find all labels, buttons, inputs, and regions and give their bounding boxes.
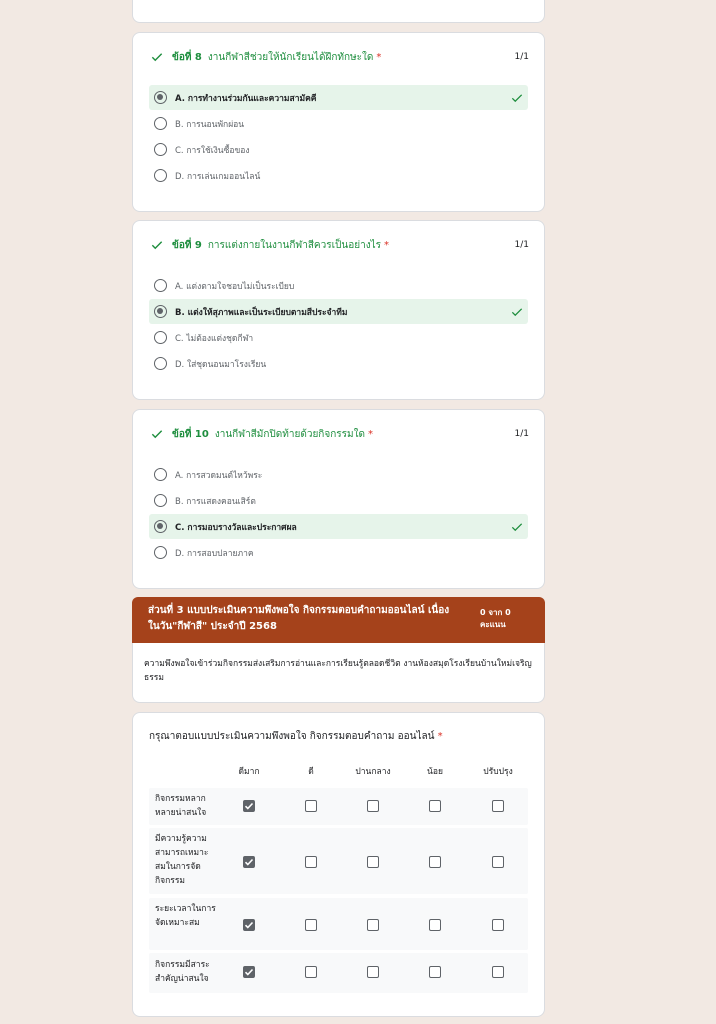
required-mark: * xyxy=(383,239,389,251)
option-c[interactable] xyxy=(149,325,528,350)
column-header: ดี xyxy=(308,767,314,777)
grid-row xyxy=(149,953,528,993)
row-label: ระยะเวลาในการจัดเหมาะสม xyxy=(155,904,216,928)
checkbox[interactable] xyxy=(367,856,379,868)
option-label: D. การสอบปลายภาค xyxy=(175,548,254,559)
option-label: B. การแสดงคอนเสิร์ต xyxy=(175,496,256,507)
checkbox-checked[interactable] xyxy=(243,966,255,978)
question-score: 1/1 xyxy=(514,52,529,62)
row-label: มีความรู้ความสามารถเหมาะสมในการจัดกิจกรรม xyxy=(155,834,209,886)
radio-selected[interactable] xyxy=(154,520,167,533)
correct-check-icon xyxy=(150,238,164,252)
option-label: C. ไม่ต้องแต่งชุดกีฬา xyxy=(175,333,254,344)
option-a[interactable] xyxy=(149,273,528,298)
question-title: ข้อที่ 8 งานกีฬาสีช่วยให้นักเรียนได้ฝึกทักษะใด xyxy=(172,51,374,63)
option-label: B. แต่งให้สุภาพและเป็นระเบียบตามสีประจำทีม xyxy=(175,307,348,318)
grid-question-title: กรุณาตอบแบบประเมินความพึงพอใจ กิจกรรมตอบคำถาม ออนไลน์ * xyxy=(149,731,443,742)
radio-button[interactable] xyxy=(154,279,167,292)
checkbox[interactable] xyxy=(305,856,317,868)
option-label: A. การสวดมนต์ไหว้พระ xyxy=(175,470,263,481)
section-description-card xyxy=(132,643,545,703)
option-a[interactable] xyxy=(149,462,528,487)
checkbox[interactable] xyxy=(305,919,317,931)
row-label: กิจกรรมหลากหลายน่าสนใจ xyxy=(155,794,207,818)
checkbox[interactable] xyxy=(367,966,379,978)
column-header: ปานกลาง xyxy=(355,767,391,777)
radio-button[interactable] xyxy=(154,546,167,559)
checkbox[interactable] xyxy=(492,800,504,812)
option-label: C. การมอบรางวัลและประกาศผล xyxy=(175,522,297,533)
grid-row xyxy=(149,788,528,825)
section-score: 0 จาก 0 คะแนน xyxy=(480,608,511,629)
checkbox[interactable] xyxy=(305,800,317,812)
checkbox[interactable] xyxy=(492,919,504,931)
section-description: ความพึงพอใจเข้าร่วมกิจกรรมส่งเสริมการอ่านและการเรียนรู้ตลอดชีวิต งานห้องสมุดโรงเรียนบ้านใหม่เจริญธรรม xyxy=(144,659,532,683)
column-header: น้อย xyxy=(427,767,443,777)
column-header: ปรับปรุง xyxy=(483,767,513,777)
radio-button[interactable] xyxy=(154,169,167,182)
option-c[interactable] xyxy=(149,514,528,539)
previous-question-card xyxy=(132,0,545,23)
column-header: ดีมาก xyxy=(238,767,260,777)
required-mark: * xyxy=(376,51,382,63)
radio-button[interactable] xyxy=(154,143,167,156)
option-d[interactable] xyxy=(149,163,528,188)
checkbox[interactable] xyxy=(367,919,379,931)
checkbox-checked[interactable] xyxy=(243,919,255,931)
grid-question-card xyxy=(132,712,545,1017)
option-b[interactable] xyxy=(149,299,528,324)
checkbox-checked[interactable] xyxy=(243,800,255,812)
option-label: C. การใช้เงินซื้อของ xyxy=(175,145,250,156)
checkbox-checked[interactable] xyxy=(243,856,255,868)
checkbox[interactable] xyxy=(367,800,379,812)
checkbox[interactable] xyxy=(429,856,441,868)
radio-selected[interactable] xyxy=(154,305,167,318)
question-score: 1/1 xyxy=(514,240,529,250)
correct-check-icon xyxy=(150,427,164,441)
radio-button[interactable] xyxy=(154,117,167,130)
question-card-9 xyxy=(132,220,545,400)
option-label: A. การทำงานร่วมกันและความสามัคคี xyxy=(175,93,317,104)
checkbox[interactable] xyxy=(429,966,441,978)
radio-selected[interactable] xyxy=(154,91,167,104)
required-mark: * xyxy=(368,428,373,440)
question-card-8 xyxy=(132,32,545,212)
row-label: กิจกรรมมีสาระสำคัญน่าสนใจ xyxy=(155,960,210,984)
checkbox[interactable] xyxy=(429,800,441,812)
question-title: ข้อที่ 9 การแต่งกายในงานกีฬาสีควรเป็นอย่างไร xyxy=(172,239,381,251)
radio-button[interactable] xyxy=(154,331,167,344)
option-d[interactable] xyxy=(149,540,528,565)
question-score: 1/1 xyxy=(514,429,529,439)
radio-button[interactable] xyxy=(154,357,167,370)
option-label: D. การเล่นเกมออนไลน์ xyxy=(175,171,261,182)
option-label: B. การนอนพักผ่อน xyxy=(175,119,245,130)
question-card-10 xyxy=(132,409,545,589)
option-label: D. ใส่ชุดนอนมาโรงเรียน xyxy=(175,359,267,370)
section-title: ส่วนที่ 3 แบบประเมินความพึงพอใจ กิจกรรมตอบคำถามออนไลน์ เนื่องในวัน"กีฬาสี" ประจำปี 2568 xyxy=(148,605,450,632)
section-header xyxy=(132,597,545,643)
correct-answer-check-icon xyxy=(510,520,524,534)
correct-answer-check-icon xyxy=(510,91,524,105)
grid-row xyxy=(149,898,528,950)
question-title: ข้อที่ 10 งานกีฬาสีมักปิดท้ายด้วยกิจกรรมใด xyxy=(172,428,365,440)
checkbox[interactable] xyxy=(429,919,441,931)
checkbox[interactable] xyxy=(492,966,504,978)
option-b[interactable] xyxy=(149,488,528,513)
radio-button[interactable] xyxy=(154,468,167,481)
option-label: A. แต่งตามใจชอบไม่เป็นระเบียบ xyxy=(175,281,295,292)
option-a[interactable] xyxy=(149,85,528,110)
checkbox[interactable] xyxy=(492,856,504,868)
option-c[interactable] xyxy=(149,137,528,162)
grid-row xyxy=(149,828,528,894)
correct-check-icon xyxy=(150,50,164,64)
option-b[interactable] xyxy=(149,111,528,136)
correct-answer-check-icon xyxy=(510,305,524,319)
option-d[interactable] xyxy=(149,351,528,376)
radio-button[interactable] xyxy=(154,494,167,507)
checkbox[interactable] xyxy=(305,966,317,978)
